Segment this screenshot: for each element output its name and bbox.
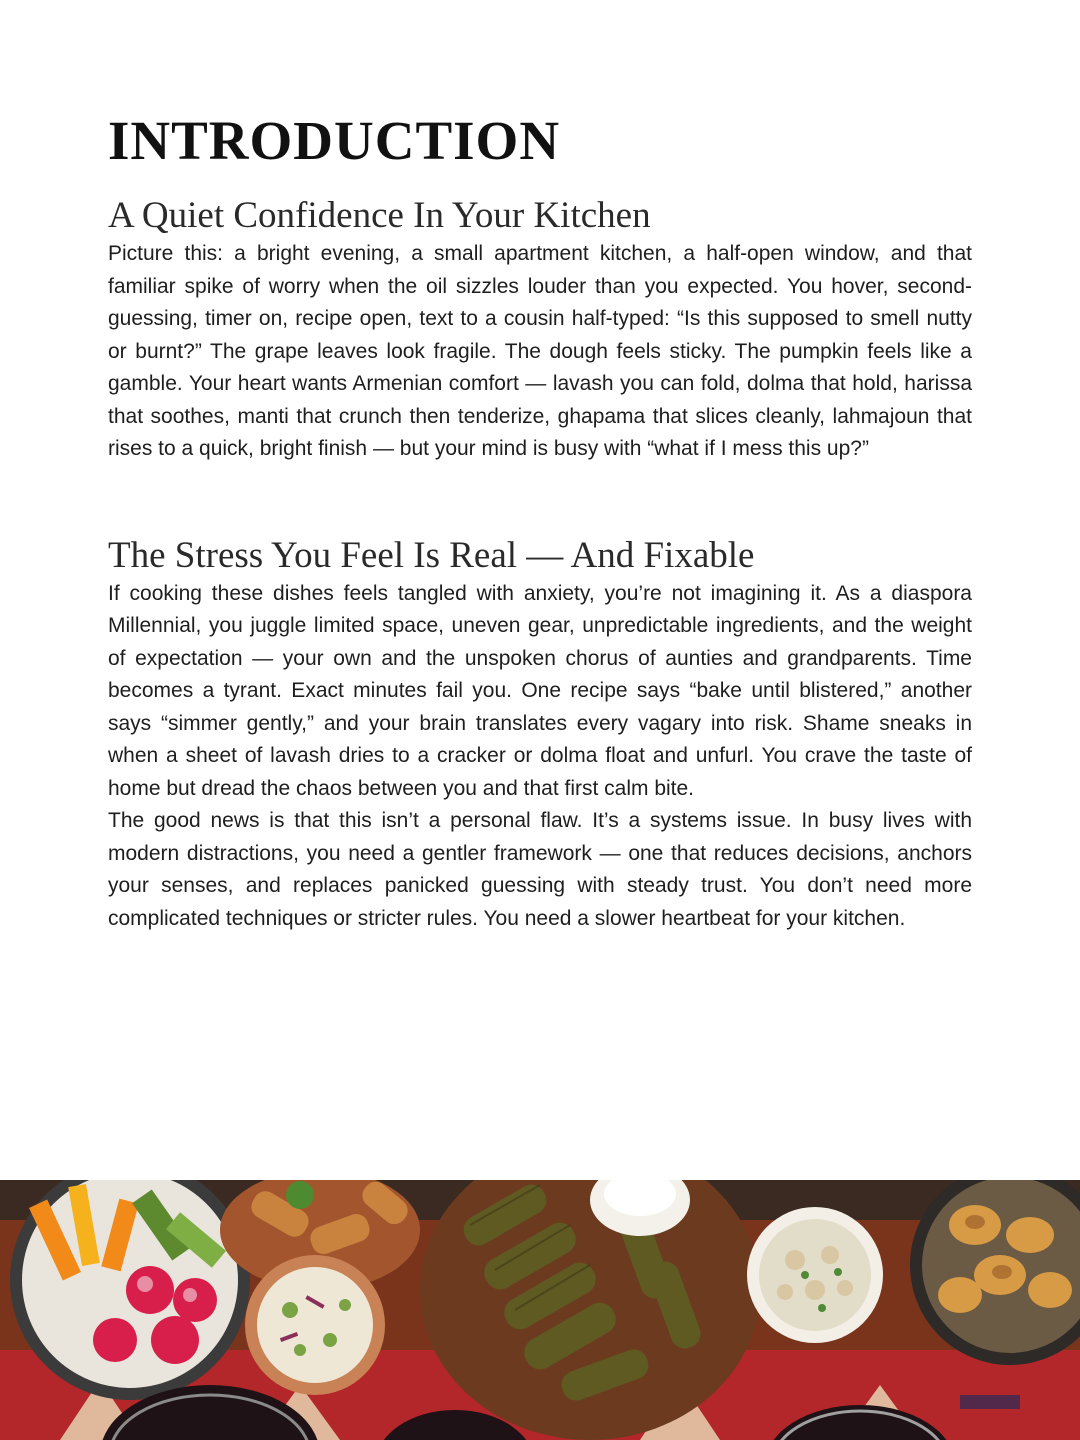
chapter-subtitle: A Quiet Confidence In Your Kitchen — [108, 195, 651, 236]
chapter-title: INTRODUCTION — [108, 110, 561, 171]
stress-paragraph: If cooking these dishes feels tangled with anxiety, you’re not imagining it. As a diaspora Millennial, you juggle limited space, uneven gear, unpredictable ingredients, and the weight of expectation — your own and the unspoken chorus of aunties and grandparents. Time becomes a tyrant. Exact minutes fail you. One recipe says “bake until blistered,” another says “simmer gently,” and your brain translates every vagary into risk. Shame sneaks in when a sheet of lavash dries to a cracker or dolma float and unfurl. You crave the taste of home but dread the chaos between you and that first calm bite. — [108, 581, 972, 800]
good-news-paragraph: The good news is that this isn’t a personal flaw. It’s a systems issue. In busy lives with modern distractions, you need a gentler framework — one that reduces decisions, anchors your senses, and replaces panicked guessing with steady trust. You don’t need more complicated techniques or stricter rules. You need a slower heartbeat for your kitchen. — [108, 809, 972, 930]
food-spread-photo — [0, 1180, 1080, 1440]
intro-paragraph: Picture this: a bright evening, a small apartment kitchen, a half-open window, and that familiar spike of worry when the oil sizzles louder than you expected. You hover, second-guessing, timer on, recipe open, text to a cousin half-typed: “Is this supposed to smell nutty or burnt?” The grape leaves look fragile. The dough feels sticky. The pumpkin feels like a gamble. Your heart wants Armenian comfort — lavash you can fold, dolma that hold, harissa that soothes, manti that crunch then tenderize, ghapama that slices cleanly, lahmajoun that rises to a quick, bright finish — but your mind is busy with “what if I mess this up?” — [108, 242, 972, 460]
page-content — [108, 108, 972, 935]
section-heading: The Stress You Feel Is Real — And Fixable — [108, 534, 755, 576]
